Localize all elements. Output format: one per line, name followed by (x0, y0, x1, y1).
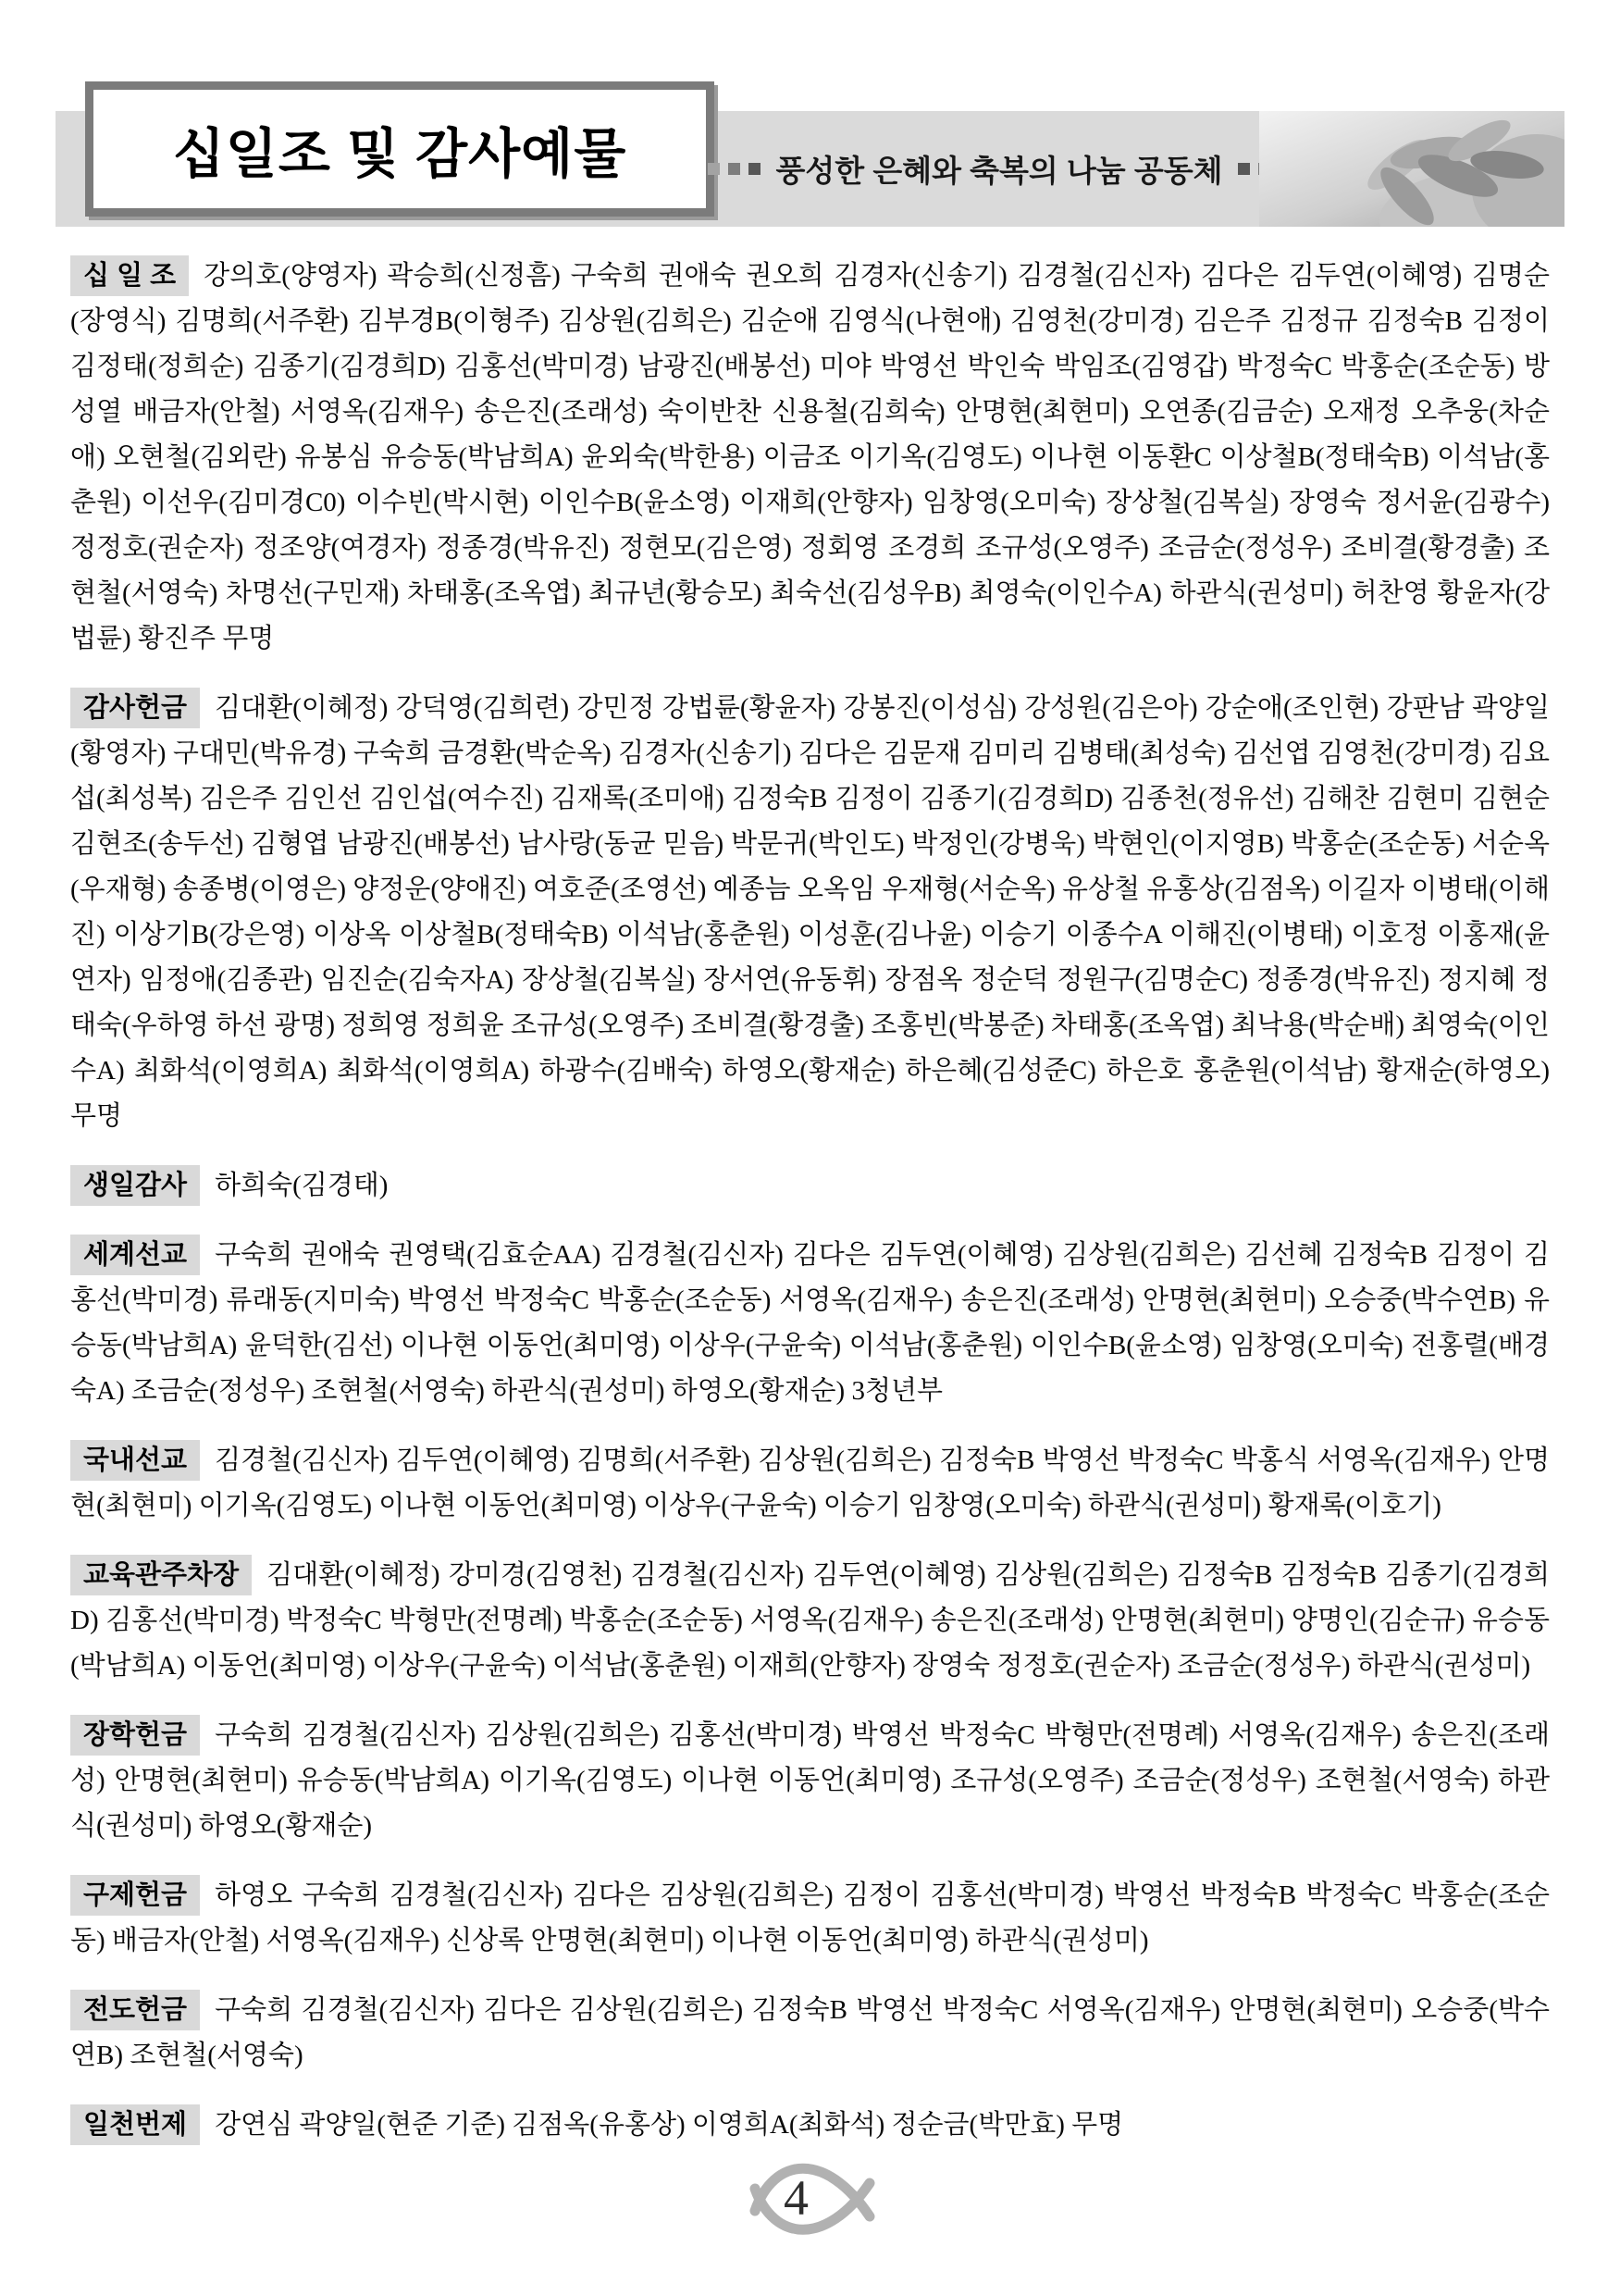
page-title-text: 십일조 및 감사예물 (172, 124, 627, 184)
hand-sprout-photo-icon (1259, 111, 1564, 227)
section-names-text: 강연심 곽양일(현준 기준) 김점옥(유홍상) 이영희A(최화석) 정순금(박만효) 무명 (215, 2110, 1124, 2140)
section-label: 장학헌금 (70, 1715, 200, 1756)
section-tithe (70, 254, 1550, 662)
offering-lists (0, 248, 1620, 2148)
section-names-text: 구숙희 권애숙 권영택(김효순AA) 김경철(김신자) 김다은 김두연(이혜영) 김상원(김희은) 김선혜 김정숙B 김정이 김홍선(박미경) 류래동(지미숙) 박영선 박정숙C 박홍순(조순동) 서영옥(김재우) 송은진(조래성) 안명현(최현미) 오승중(박수연B) 유승동(박남희A) 윤덕한(김선) 이나현 이동언(최미영) 이상우(구윤숙) 이석남(홍춘원) 이인수B(윤소영) 임창영(오미숙) 전홍렬(배경숙A) 조금순(정성우) 조현철(서영숙) 하관식(권성미) 하영오(황재순) 3청년부 (70, 1240, 1550, 1406)
section-names-text: 구숙희 김경철(김신자) 김상원(김희은) 김홍선(박미경) 박영선 박정숙C 박형만(전명례) 서영옥(김재우) 송은진(조래성) 안명현(최현미) 유승동(박남희A) 이기옥(김영도) 이나현 이동언(최미영) 조규성(오영주) 조금순(정성우) 조현철(서영숙) 하관식(권성미) 하영오(황재순) (70, 1720, 1550, 1841)
section-domestic-mission (70, 1438, 1550, 1529)
section-label: 구제헌금 (70, 1875, 200, 1916)
section-names-text: 강의호(양영자) 곽승희(신정흠) 구숙희 권애숙 권오희 김경자(신송기) 김경철(김신자) 김다은 김두연(이혜영) 김명순(장영식) 김명희(서주환) 김부경B(이형주) 김상원(김희은) 김순애 김영식(나현애) 김영천(강미경) 김은주 김정규 김정숙B 김정이 김정태(정희순) 김종기(김경희D) 김홍선(박미경) 남광진(배봉선) 미야 박영선 박인숙 박임조(김영갑) 박정숙C 박홍순(조순동) 방성열 배금자(안철) 서영옥(김재우) 송은진(조래성) 숙이반찬 신용철(김희숙) 안명현(최현미) 오연종(김금순) 오재정 오추웅(차순애) 오현철(김외란) 유봉심 유승동(박남희A) 윤외숙(박한용) 이금조 이기옥(김영도) 이나현 이동환C 이상철B(정태숙B) 이석남(홍춘원) 이선우(김미경C0) 이수빈(박시현) 이인수B(윤소영) 이재희(안향자) 임창영(오미숙) 장상철(김복실) 장영숙 정서윤(김광수) 정정호(권순자) 정조양(여경자) 정종경(박유진) 정현모(김은영) 정회영 조경희 조규성(오영주) 조금순(정성우) 조비결(황경출) 조현철(서영숙) 차명선(구민재) 차태홍(조옥엽) 최규년(황승모) 최숙선(김성우B) 최영숙(이인수A) 하관식(권성미) 허찬영 황윤자(강법륜) 황진주 무명 (70, 261, 1550, 653)
section-evangelism-offering (70, 1988, 1550, 2079)
section-thousand-offering (70, 2103, 1550, 2148)
section-label: 세계선교 (70, 1235, 200, 1275)
section-label: 전도헌금 (70, 1990, 200, 2030)
page-subtitle (703, 111, 1295, 227)
page-header (0, 0, 1620, 248)
square-bullet-icon (748, 163, 761, 175)
square-bullet-icon (708, 163, 720, 175)
square-bullet-icon (728, 163, 740, 175)
section-label: 감사헌금 (70, 688, 200, 728)
section-names-text: 김경철(김신자) 김두연(이혜영) 김명희(서주환) 김상원(김희은) 김정숙B 박영선 박정숙C 박홍식 서영옥(김재우) 안명현(최현미) 이기옥(김영도) 이나현 이동언(최미영) 이상우(구윤숙) 이승기 임창영(오미숙) 하관식(권성미) 황재록(이호기) (70, 1446, 1550, 1520)
section-label: 교육관주차장 (70, 1555, 252, 1595)
square-bullet-icon (1238, 163, 1250, 175)
section-names-text: 김대환(이혜정) 강미경(김영천) 김경철(김신자) 김두연(이혜영) 김상원(김희은) 김정숙B 김정숙B 김종기(김경희D) 김홍선(박미경) 박정숙C 박형만(전명례) 박홍순(조순동) 서영옥(김재우) 송은진(조래성) 안명현(최현미) 양명인(김순규) 유승동(박남희A) 이동언(최미영) 이상우(구윤숙) 이석남(홍춘원) 이재희(안향자) 장영숙 정정호(권순자) 조금순(정성우) 하관식(권성미) (70, 1560, 1550, 1681)
fish-logo-icon (736, 2142, 884, 2253)
section-birthday-thanks (70, 1163, 1550, 1209)
page-title (85, 81, 714, 217)
section-names-text: 김대환(이혜정) 강덕영(김희련) 강민정 강법륜(황윤자) 강봉진(이성심) 강성원(김은아) 강순애(조인현) 강판남 곽양일(황영자) 구대민(박유경) 구숙희 금경환(박순옥) 김경자(신송기) 김다은 김문재 김미리 김병태(최성숙) 김선엽 김영천(강미경) 김요섭(최성복) 김은주 김인선 김인섭(여수진) 김재록(조미애) 김정숙B 김정이 김종기(김경희D) 김종천(정유선) 김해찬 김현미 김현순 김현조(송두선) 김형엽 남광진(배봉선) 남사랑(동균 믿음) 박문귀(박인도) 박정인(강병욱) 박현인(이지영B) 박홍순(조순동) 서순옥(우재형) 송종병(이영은) 양정운(양애진) 여호준(조영선) 예종늠 오옥임 우재형(서순옥) 유상철 유홍상(김점옥) 이길자 이병태(이해진) 이상기B(강은영) 이상옥 이상철B(정태숙B) 이석남(홍춘원) 이성훈(김나윤) 이승기 이종수A 이해진(이병태) 이호정 이홍재(윤연자) 임정애(김종관) 임진순(김숙자A) 장상철(김복실) 장서연(유동휘) 장점옥 정순덕 정원구(김명순C) 정종경(박유진) 정지혜 정태숙(우하영 하선 광명) 정희영 정희윤 조규성(오영주) 조비결(황경출) 조홍빈(박봉준) 차태홍(조옥엽) 최낙용(박순배) 최영숙(이인수A) 최화석(이영희A) 최화석(이영희A) 하광수(김배숙) 하영오(황재순) 하은혜(김성준C) 하은호 홍춘원(이석남) 황재순(하영오) 무명 (70, 693, 1550, 1131)
section-label: 일천번제 (70, 2104, 200, 2145)
section-relief-offering (70, 1873, 1550, 1964)
header-photo (1259, 111, 1564, 227)
section-label: 국내선교 (70, 1440, 200, 1481)
section-label: 생일감사 (70, 1165, 200, 1206)
section-names-text: 하희숙(김경태) (215, 1171, 389, 1200)
section-names-text: 구숙희 김경철(김신자) 김다은 김상원(김희은) 김정숙B 박영선 박정숙C 서영옥(김재우) 안명현(최현미) 오승중(박수연B) 조현철(서영숙) (70, 1995, 1550, 2070)
section-scholarship-offering (70, 1713, 1550, 1849)
section-world-mission (70, 1233, 1550, 1414)
section-thanks-offering (70, 686, 1550, 1139)
page-footer (0, 2142, 1620, 2253)
page-subtitle-text: 풍성한 은혜와 축복의 나눔 공동체 (775, 154, 1223, 188)
section-label: 십 일 조 (70, 255, 189, 296)
section-names-text: 하영오 구숙희 김경철(김신자) 김다은 김상원(김희은) 김정이 김홍선(박미경) 박영선 박정숙B 박정숙C 박홍순(조순동) 배금자(안철) 서영옥(김재우) 신상록 안명현(최현미) 이나현 이동언(최미영) 하관식(권성미) (70, 1880, 1550, 1955)
page-number: 4 (784, 2170, 809, 2226)
section-education-parking (70, 1553, 1550, 1689)
